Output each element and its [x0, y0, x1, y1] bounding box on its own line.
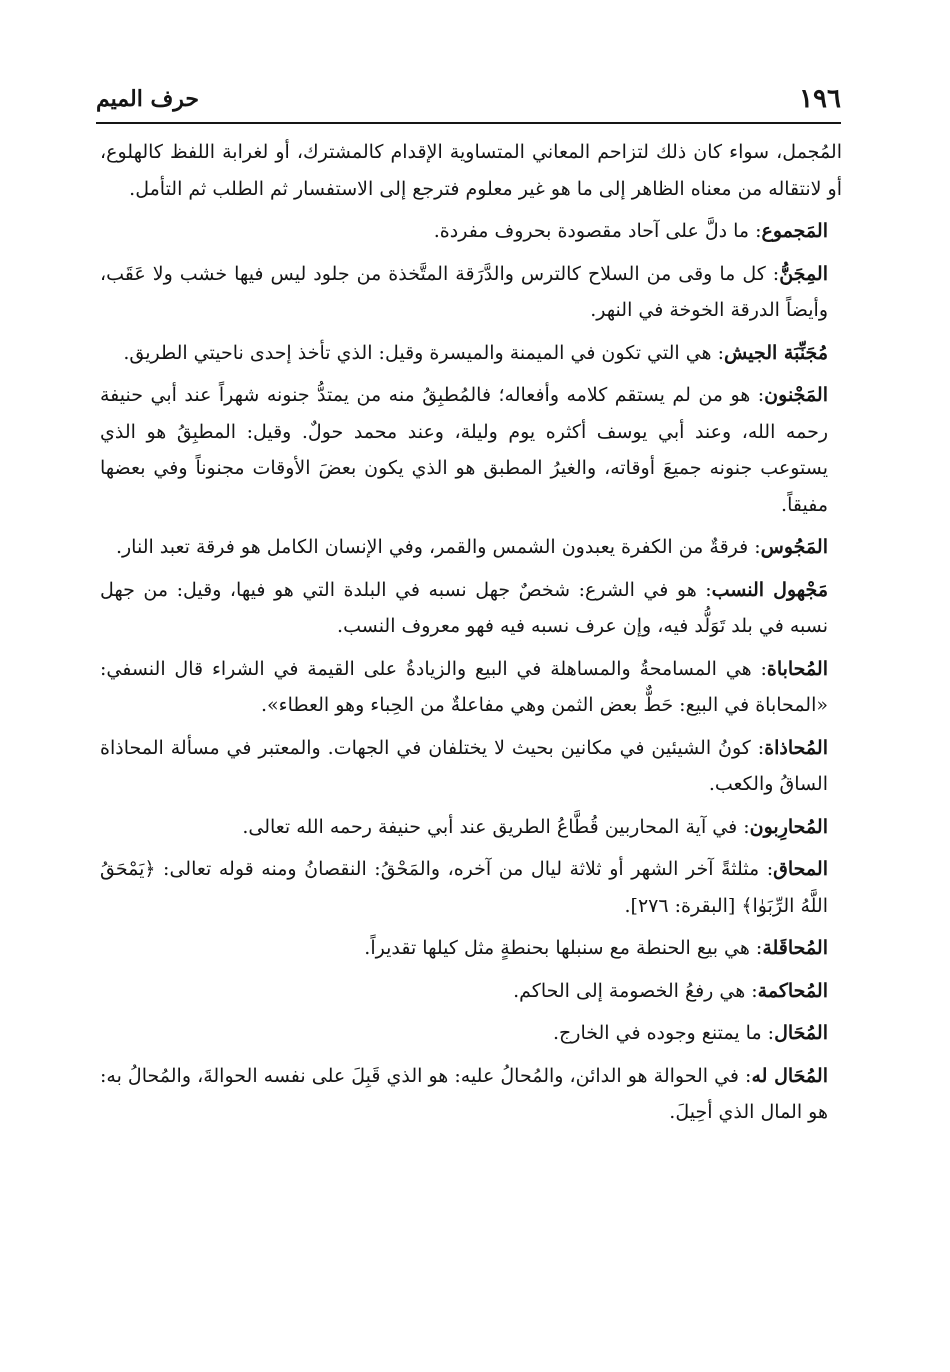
- entry-text: : هي بيع الحنطة مع سنبلها بحنطةٍ مثل كيلها تقديراً.: [364, 937, 763, 959]
- entry-term: المحاق: [773, 858, 828, 880]
- page-number: ١٩٦: [799, 84, 841, 114]
- entry-term: المُحَال: [774, 1022, 828, 1044]
- entry-mujannibat-al-jaysh: [100, 335, 842, 372]
- entry-text: : كل ما وقى من السلاح كالترس والدَّرَقة المتَّخذة من جلود ليس فيها خشب ولا عَقَب، وأيضاً الدرقة الخوخة في النهر.: [100, 262, 828, 321]
- entry-term: المُحَال له: [751, 1064, 828, 1087]
- entry-text: : هي التي تكون في الميمنة والميسرة وقيل: الذي تأخذ إحدى ناحيتي الطريق.: [123, 341, 724, 364]
- entry-muhaqala: [100, 930, 842, 967]
- entry-term: المُحاكمة: [757, 979, 828, 1002]
- entry-term: المَجْنون: [764, 384, 828, 406]
- entry-text: : هو من لم يستقم كلامه وأفعاله؛ فالمُطبِقُ منه من يمتدُّ جنونه شهراً عند أبي حنيفة رحمه الله، وعند أبي يوسف أكثره يوم وليلة، وعند محمد حولٌ. وقيل: المطبِقُ هو الذي يستوعب جنونه جميعَ أوقاته، والغيرُ المطبق هو الذي يكون بعضَ الأوقات مجنوناً وفي بعضها مفيقاً.: [100, 384, 828, 516]
- entry-text: : هي المسامحةُ والمساهلة في البيع والزيادةُ على القيمة في الشراء قال النسفي: «المحاباة في البيع: حَطٌّ بعض الثمن وهي مفاعلةٌ من الحِباء وهو العطاء».: [100, 657, 828, 716]
- page-body: [100, 134, 842, 1137]
- entry-text: : كونُ الشيئين في مكانين بحيث لا يختلفان في الجهات. والمعتبر في مسألة المحاذاة الساقُ والكعب.: [100, 736, 828, 795]
- entry-term: مَجْهول النسب: [711, 578, 828, 601]
- entry-muhal: [100, 1015, 842, 1052]
- entry-term: المُحاباة: [766, 657, 828, 680]
- entry-continuation: [100, 134, 842, 207]
- entry-text: : هي رفعُ الخصومة إلى الحاكم.: [513, 979, 758, 1002]
- running-title: حرف الميم: [96, 86, 200, 112]
- entry-majnun: [100, 377, 842, 523]
- entry-majmu: [100, 213, 842, 250]
- page-header: [96, 76, 841, 124]
- entry-text: : هو في الشرع: شخصٌ جهل نسبه في البلدة التي هو فيها، وقيل: من جهل نسبه في بلد تَوَلُّد فيه، وإن عرف نسبه فيه فهو معروف النسب.: [100, 578, 828, 637]
- entry-text: : فرقةٌ من الكفرة يعبدون الشمس والقمر، وفي الإنسان الكامل هو فرقة تعبد النار.: [115, 536, 761, 558]
- entry-term: المَجُوس: [760, 536, 828, 558]
- entry-muhal-lahu: [100, 1058, 842, 1131]
- entry-text: : في الحوالة هو الدائن، والمُحالُ عليه: هو الذي قَبِلَ على نفسه الحوالةَ، والمُحالُ به: هو المال الذي أحِيلَ.: [100, 1064, 828, 1123]
- entry-text: : ما دلَّ على آحاد مقصودة بحروف مفردة.: [433, 220, 762, 242]
- entry-majus: [100, 529, 842, 566]
- entry-term: المُحارِبون: [749, 815, 828, 838]
- entry-mijann: [100, 256, 842, 329]
- entry-term: المَجموع: [761, 220, 828, 242]
- entry-term: المُحاقَلة: [762, 937, 828, 959]
- header-divider: [96, 122, 841, 124]
- entry-text: : في آية المحاربين قُطَّاعُ الطريق عند أبي حنيفة رحمه الله تعالى.: [242, 815, 750, 838]
- entry-text: : مثلثةً آخر الشهر أو ثلاثة ليال من آخره، والمَحْقُ: النقصانُ ومنه قوله تعالى: ﴿يَمْحَقُ اللَّهُ الرِّبَوٰا﴾ [البقرة: ٢٧٦].: [100, 858, 828, 917]
- entry-term: مُجَنِّبَة الجيش: [724, 341, 828, 364]
- entry-majhul-al-nasab: [100, 572, 842, 645]
- entry-term: المُحاذاة: [764, 736, 828, 759]
- entry-text: المُجمل، سواء كان ذلك لتزاحم المعاني المتساوية الإقدام كالمشترك، أو لغرابة اللفظ كالهلوع، أو لانتقاله من معناه الظاهر إلى ما هو غير معلوم فترجع إلى الاستفسار ثم الطلب ثم التأمل.: [100, 141, 842, 200]
- entry-text: : ما يمتنع وجوده في الخارج.: [552, 1022, 775, 1044]
- entry-muhabat: [100, 651, 842, 724]
- entry-muhadhat: [100, 730, 842, 803]
- entry-muharibun: [100, 809, 842, 846]
- entry-muhakama: [100, 973, 842, 1010]
- entry-mihaq: [100, 851, 842, 924]
- entry-term: المِجَنُّ: [779, 262, 828, 285]
